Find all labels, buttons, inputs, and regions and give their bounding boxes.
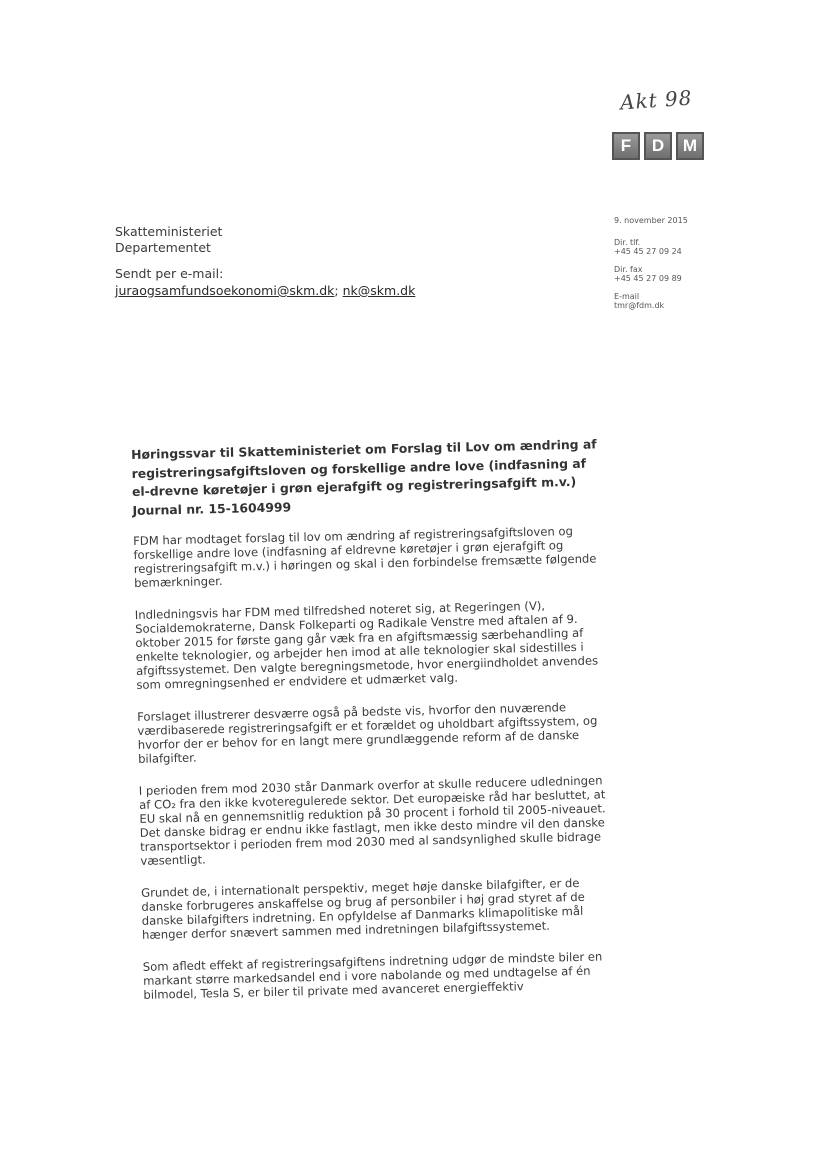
paragraph-6: Som afledt effekt af registreringsafgiftens indretning udgør de mindste biler en markant større markedsandel end i vore nabolande og med undtagelse af én bilmodel, Tesla S, er biler til private med avanceret energieffektiv: [142, 949, 603, 1002]
sender-email: tmr@fdm.dk: [614, 301, 665, 310]
email-label: E-mail: [614, 292, 640, 301]
letter-body: [131, 435, 614, 1020]
logo-letter-m: M: [676, 132, 704, 160]
letter-heading: Høringssvar til Skatteministeriet om Forslag til Lov om ændring af registreringsafgiftsloven og forskellige andre love (indfasning af el-drevne køretøjer i grøn ejerafgift og registreringsafgift m.v.) Journal nr. 15-1604999: [131, 436, 597, 518]
recipient-block: [115, 224, 222, 256]
email-block: [614, 292, 688, 310]
fax-label: Dir. fax: [614, 265, 643, 274]
paragraph-1: FDM har modtaget forslag til lov om ændring af registreringsafgiftsloven og forskellige andre love (indfasning af eldrevne køretøjer i grøn ejerafgift og registreringsafgift m.v.) i høringen og skal i den forbindelse fremsætte følgende bemærkninger.: [132, 523, 597, 590]
recipient-line-1: Skatteministeriet: [115, 224, 223, 239]
recipient-line-2: Departementet: [115, 240, 211, 255]
phone-block: [614, 238, 688, 256]
phone-label: Dir. tlf.: [614, 238, 641, 247]
fax-number: +45 45 27 09 89: [614, 274, 682, 283]
logo-letter-d: D: [644, 132, 672, 160]
paragraph-2: Indledningsvis har FDM med tilfredshed noteret sig, at Regeringen (V), Socialdemokraterne, Dansk Folkeparti og Radikale Venstre med aftalen af 9. oktober 2015 for første gang går væk fra en afgiftsmæssig særbehandling af enkelte teknologier, og arbejder hen imod at alle teknologier skal sidestilles i afgiftssystemet. Den valgte beregningsmetode, hvor energiindholdet anvendes som omregningsenhed er endvidere et udmærket valg.: [134, 598, 599, 692]
email-link-2[interactable]: nk@skm.dk: [342, 283, 416, 298]
fdm-logo: [612, 132, 704, 160]
phone-number: +45 45 27 09 24: [614, 247, 682, 256]
email-recipients: [115, 283, 415, 299]
handwritten-annotation: Akt 98: [619, 85, 694, 115]
letter-date: 9. november 2015: [614, 216, 688, 225]
sent-label: Sendt per e-mail:: [115, 266, 224, 281]
paragraph-5: Grundet de, i internationalt perspektiv, meget høje danske bilafgifter, er de danske forbrugeres anskaffelse og brug af personbiler i høj grad styret af de danske bilafgifters indretning. En opfyldelse af Danmarks klimapolitiske mål hænger derfor snævert sammen med indretningen bilafgiftssystemet.: [140, 875, 585, 942]
paragraph-4: I perioden frem mod 2030 står Danmark overfor at skulle reducere udledningen af CO₂ fra den ikke kvoteregulerede sektor. Det europæiske råd har besluttet, at EU skal nå en gennemsnitlig reduktion på 30 procent i forhold til 2005-niveauet. Det danske bidrag er endnu ikke fastlagt, men ikke desto mindre vil den danske transportsektor i perioden frem mod 2030 med al sandsynlighed skulle bidrage væsentligt.: [138, 773, 606, 868]
email-link-1[interactable]: juraogsamfundsoekonomi@skm.dk: [115, 283, 335, 298]
logo-letter-f: F: [612, 132, 640, 160]
paragraph-3: Forslaget illustrerer desværre også på bedste vis, hvorfor den nuværende værdibaserede registreringsafgift er et forældet og uholdbart afgiftssystem, og hvorfor der er behov for en langt mere grundlæggende reform af de danske bilafgifter.: [136, 700, 598, 766]
email-separator: ;: [334, 283, 339, 298]
fax-block: [614, 265, 688, 283]
sender-info: [614, 216, 688, 319]
sent-block: [115, 266, 415, 299]
